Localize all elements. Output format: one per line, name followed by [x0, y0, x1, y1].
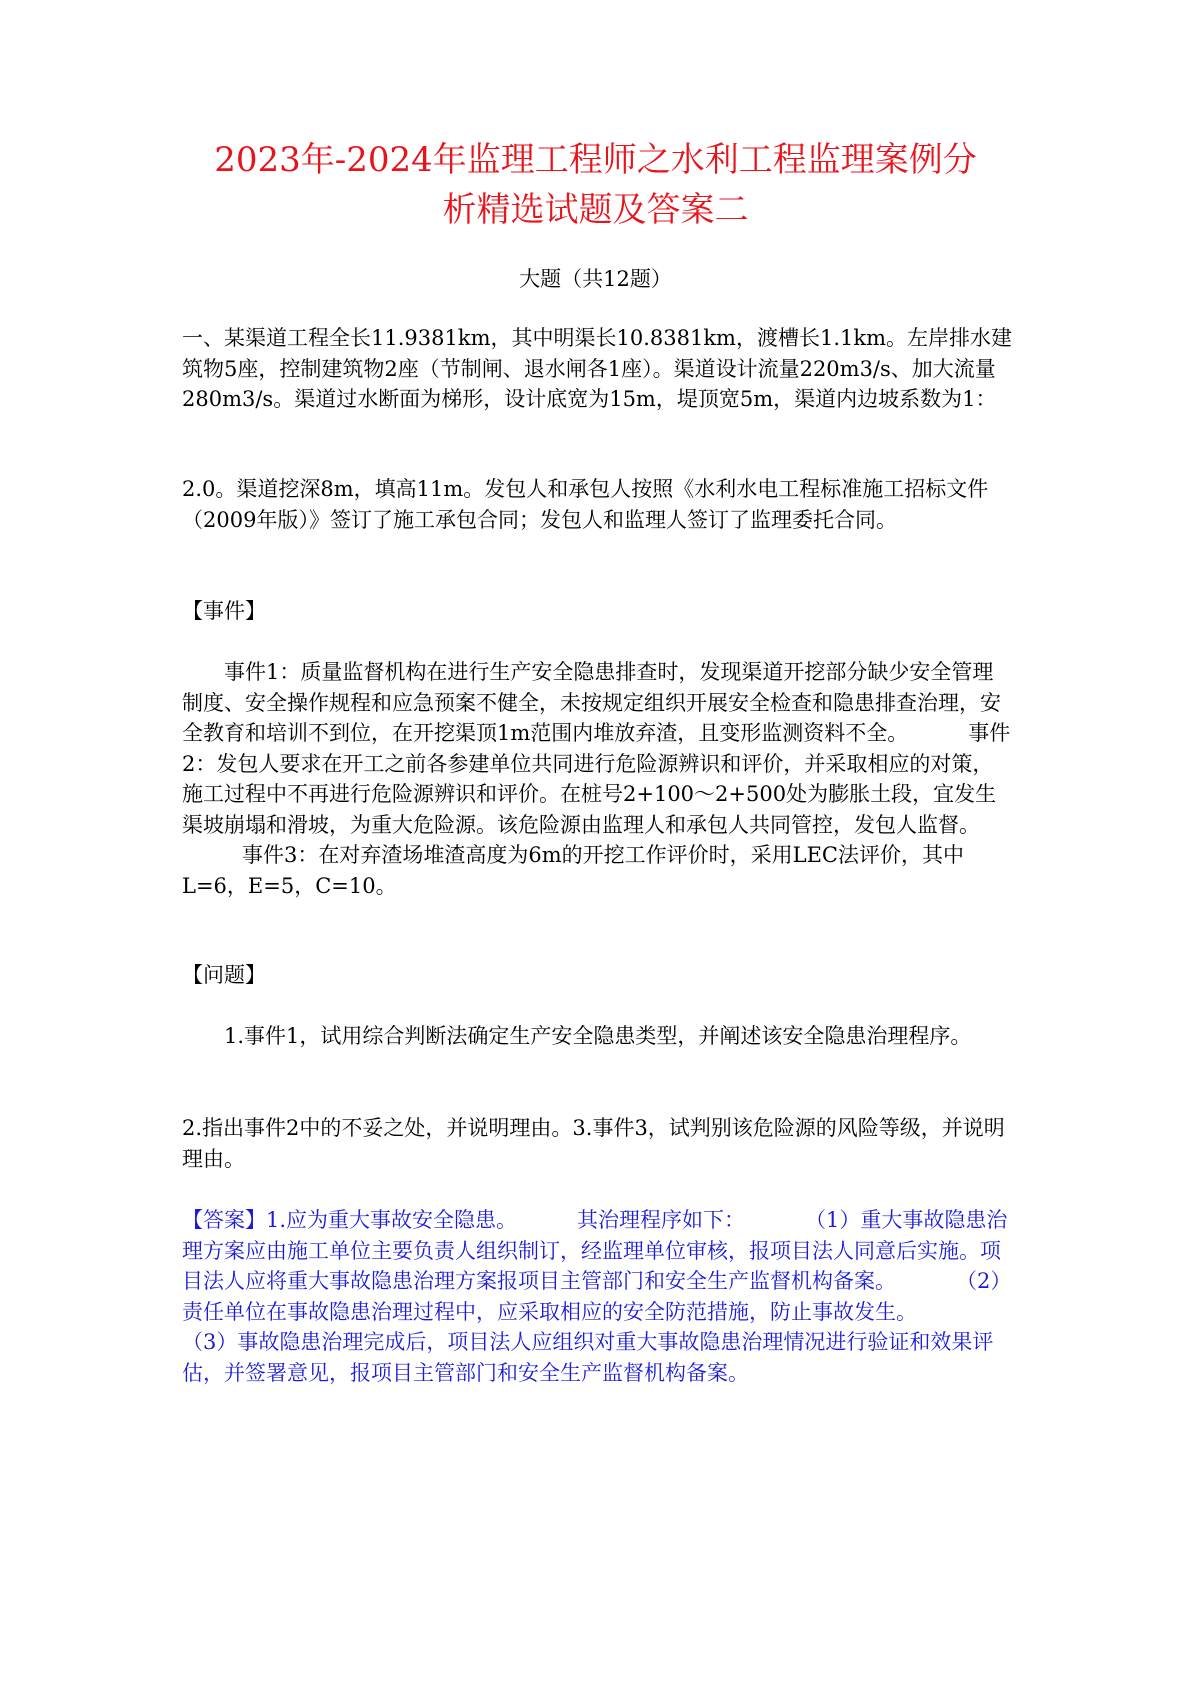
question-items-2-3	[182, 1113, 1012, 1174]
events-paragraph	[182, 657, 1012, 901]
question-1-text: 1.事件1，试用综合判断法确定生产安全隐患类型，并阐述该安全隐患治理程序。	[224, 1024, 972, 1048]
answer-tag: 【答案】	[182, 1208, 266, 1232]
answer-part-1: 1.应为重大事故安全隐患。	[266, 1208, 518, 1232]
answer-part-3: （1）重大事故隐患治理方案应由施工单位主要负责人组织制订，经监理单位审核，报项目法人同意后实施。项目法人应将重大事故隐患治理方案报项目主管部门和安全生产监督机构备案。	[182, 1208, 1008, 1293]
event-1: 事件1：质量监督机构在进行生产安全隐患排查时，发现渠道开挖部分缺少安全管理制度、安全操作规程和应急预案不健全，未按规定组织开展安全检查和隐患排查治理，安全教育和培训不到位，在开挖渠顶1m范围内堆放弃渣，且变形监测资料不全。	[182, 660, 1001, 745]
events-heading: 【事件】	[182, 599, 266, 623]
answer-paragraph	[182, 1205, 1012, 1388]
question-paragraph-1: 一、某渠道工程全长11.9381km，其中明渠长10.8381km，渡槽长1.1km。左岸排水建筑物5座，控制建筑物2座（节制闸、退水闸各1座）。渠道设计流量220m3/s、加大流量280m3/s。渠道过水断面为梯形，设计底宽为15m，堤顶宽5m，渠道内边坡系数为1：	[182, 326, 1012, 411]
event-3: 事件3：在对弃渣场堆渣高度为6m的开挖工作评价时，采用LEC法评价，其中L=6，E=5，C=10。	[182, 843, 964, 898]
title-line-1: 2023年-2024年监理工程师之水利工程监理案例分	[214, 140, 977, 180]
answer-part-4: （2）责任单位在事故隐患治理过程中，应采取相应的安全防范措施，防止事故发生。	[182, 1269, 1012, 1324]
questions-heading: 【问题】	[182, 963, 266, 987]
question-item-1	[182, 1021, 1012, 1052]
question-3-text: 3.事件3，试判别该危险源的风险等级，并说明理由。	[182, 1116, 1005, 1171]
event-2: 事件2：发包人要求在开工之前各参建单位共同进行危险源辨识和评价，并采取相应的对策，施工过程中不再进行危险源辨识和评价。在桩号2+100～2+500处为膨胀土段，宜发生渠坡崩塌和滑坡，为重大危险源。该危险源由监理人和承包人共同管控，发包人监督。	[182, 721, 1011, 837]
question-2-text: 2.指出事件2中的不妥之处，并说明理由。	[182, 1116, 573, 1140]
document-title	[160, 135, 1031, 235]
answer-part-5: （3）事故隐患治理完成后，项目法人应组织对重大事故隐患治理情况进行验证和效果评估，并签署意见，报项目主管部门和安全生产监督机构备案。	[182, 1330, 994, 1385]
question-paragraph-2: 2.0。渠道挖深8m，填高11m。发包人和承包人按照《水利水电工程标准施工招标文件（2009年版）》签订了施工承包合同；发包人和监理人签订了监理委托合同。	[182, 477, 989, 532]
section-heading: 大题（共12题）	[519, 267, 672, 291]
title-line-2: 析精选试题及答案二	[442, 190, 749, 230]
answer-part-2: 其治理程序如下：	[577, 1208, 746, 1232]
